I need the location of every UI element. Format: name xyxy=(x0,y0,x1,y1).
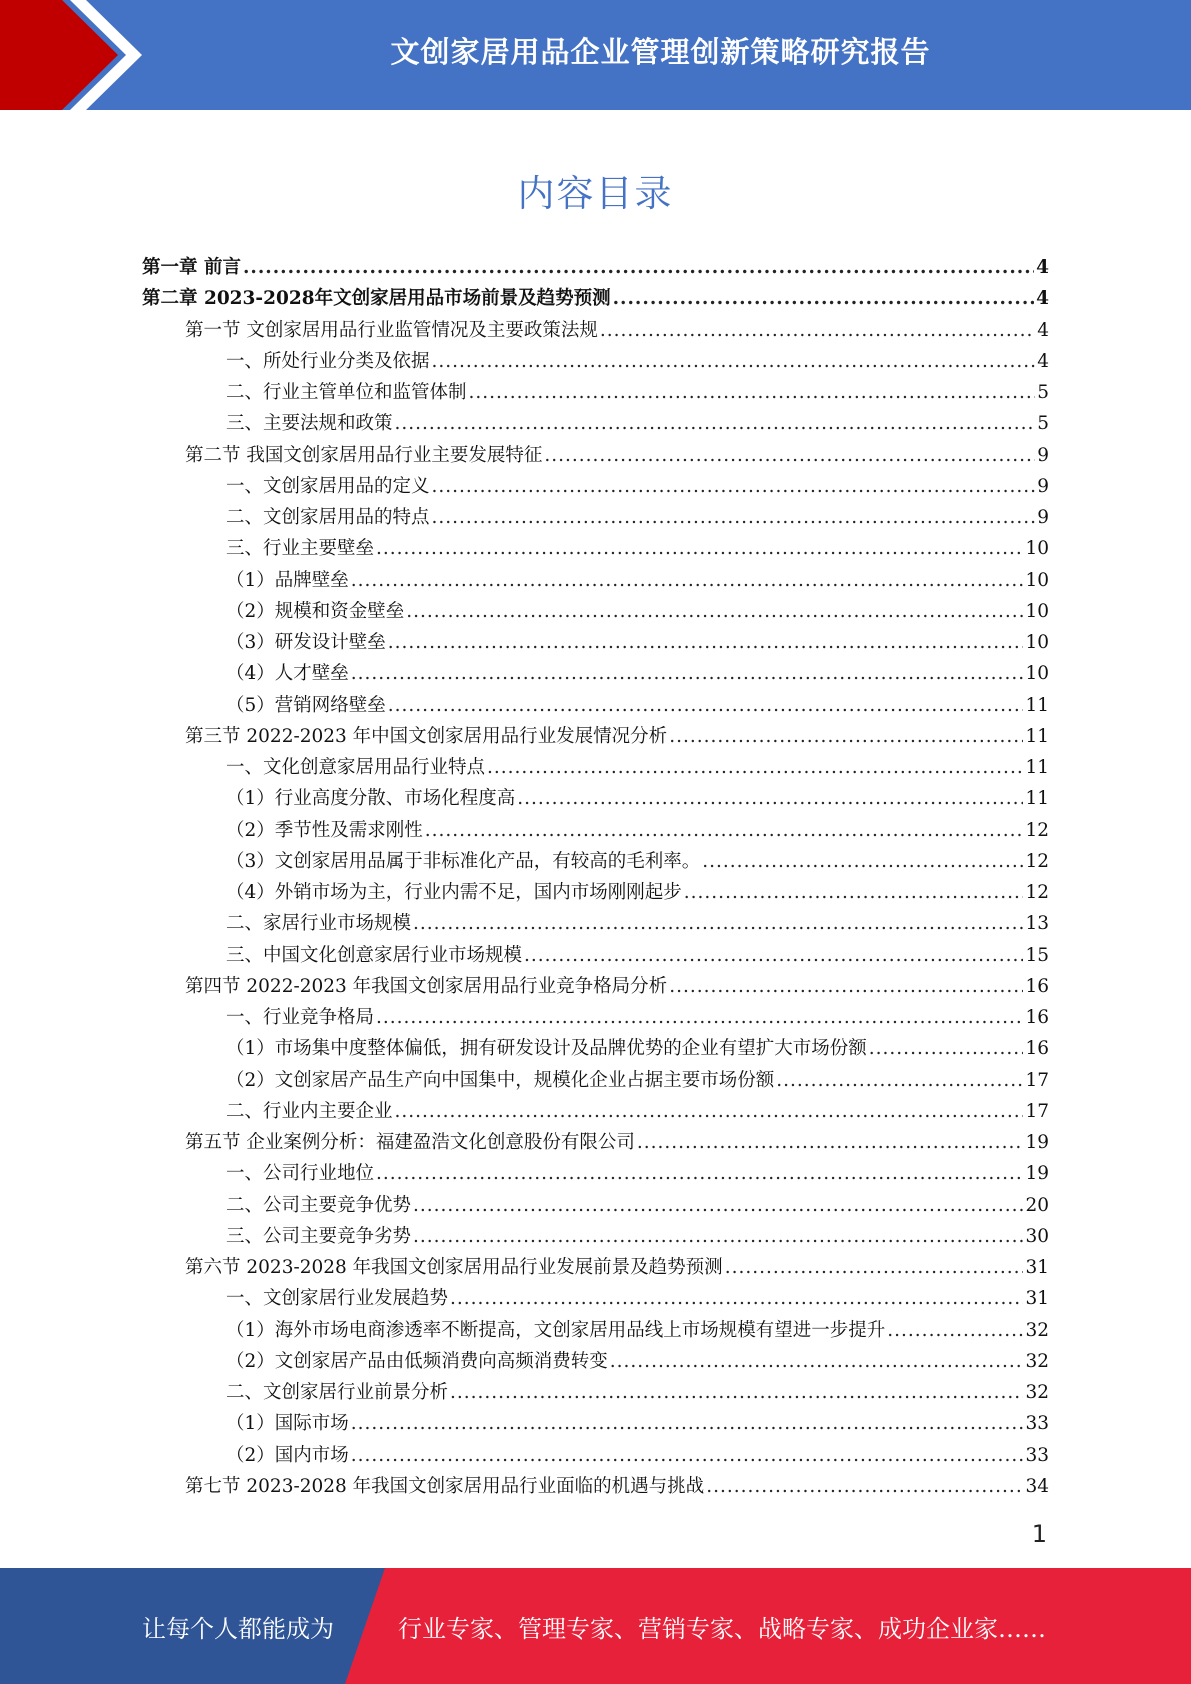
toc-dot-leader xyxy=(776,1065,1023,1096)
toc-entry-title: 一、文化创意家居用品行业特点 xyxy=(226,757,486,778)
toc-entry[interactable] xyxy=(142,283,1049,314)
toc-entry[interactable] xyxy=(142,596,1049,627)
report-title: 文创家居用品企业管理创新策略研究报告 xyxy=(390,34,931,69)
toc-entry-title: 第五节 企业案例分析：福建盈浩文化创意股份有限公司 xyxy=(185,1132,635,1153)
footer-slogan-left: 让每个人都能成为 xyxy=(142,1614,334,1643)
toc-entry-title: 一、文创家居行业发展趋势 xyxy=(226,1288,449,1310)
page-number: 1 xyxy=(1031,1520,1047,1548)
page-footer xyxy=(0,1568,1191,1684)
toc-entry-page: 34 xyxy=(1025,1475,1049,1497)
toc-entry-page: 33 xyxy=(1025,1413,1049,1435)
toc-dot-leader xyxy=(376,533,1023,564)
toc-entry-title: 第二节 我国文创家居用品行业主要发展特征 xyxy=(185,444,543,466)
toc-entry-page: 17 xyxy=(1025,1100,1049,1122)
toc-dot-leader xyxy=(388,627,1024,658)
toc-entry[interactable] xyxy=(142,1190,1049,1221)
toc-entry-page: 12 xyxy=(1025,819,1049,841)
toc-entry[interactable] xyxy=(142,940,1049,971)
toc-entry[interactable] xyxy=(142,1283,1049,1314)
toc-entry[interactable] xyxy=(142,690,1049,721)
toc-entry-title: 第六节 2023-2028 年我国文创家居用品行业发展前景及趋势预测 xyxy=(185,1257,723,1278)
toc-entry[interactable] xyxy=(142,1158,1049,1189)
toc-entry[interactable] xyxy=(142,908,1049,939)
toc-entry[interactable] xyxy=(142,877,1049,908)
toc-dot-leader xyxy=(376,1158,1023,1189)
toc-entry-page: 32 xyxy=(1025,1350,1049,1372)
toc-dot-leader xyxy=(450,1283,1023,1314)
toc-entry-page: 9 xyxy=(1037,444,1049,466)
toc-entry[interactable] xyxy=(142,658,1049,689)
toc-entry-page: 10 xyxy=(1025,569,1049,591)
toc-entry-title: 第七节 2023-2028 年我国文创家居用品行业面临的机遇与挑战 xyxy=(185,1475,705,1497)
toc-dot-leader xyxy=(388,690,1024,721)
toc-entry-page: 10 xyxy=(1025,600,1049,622)
toc-dot-leader xyxy=(887,1315,1023,1346)
toc-entry-title: 第一节 文创家居用品行业监管情况及主要政策法规 xyxy=(185,319,598,341)
toc-entry[interactable] xyxy=(142,346,1049,377)
toc-entry[interactable] xyxy=(142,1408,1049,1439)
toc-entry-page: 9 xyxy=(1037,507,1049,528)
toc-dot-leader xyxy=(432,346,1036,377)
toc-entry-title: 第二章 2023-2028年文创家居用品市场前景及趋势预测 xyxy=(142,288,611,310)
toc-entry[interactable] xyxy=(142,971,1049,1002)
toc-entry[interactable] xyxy=(142,1346,1049,1377)
toc-entry-title: （1）海外市场电商渗透率不断提高，文创家居用品线上市场规模有望进一步提升 xyxy=(226,1319,886,1341)
toc-entry[interactable] xyxy=(142,440,1049,471)
toc-dot-leader xyxy=(450,1377,1023,1408)
toc-entry[interactable] xyxy=(142,1002,1049,1033)
toc-entry-page: 31 xyxy=(1025,1288,1049,1310)
toc-entry-title: 二、行业内主要企业 xyxy=(226,1100,393,1122)
page-header xyxy=(0,0,1191,110)
toc-dot-leader xyxy=(613,283,1035,314)
toc-entry[interactable] xyxy=(142,627,1049,658)
toc-entry-title: （2）规模和资金壁垒 xyxy=(226,600,405,622)
toc-entry-title: 三、中国文化创意家居行业市场规模 xyxy=(226,944,523,966)
toc-entry-title: （2）国内市场 xyxy=(226,1444,349,1466)
toc-entry[interactable] xyxy=(142,315,1049,346)
toc-dot-leader xyxy=(406,596,1023,627)
toc-dot-leader xyxy=(637,1127,1024,1158)
toc-entry-page: 17 xyxy=(1025,1069,1049,1091)
toc-dot-leader xyxy=(600,315,1035,346)
toc-dot-leader xyxy=(469,377,1036,408)
toc-dot-leader xyxy=(376,1002,1023,1033)
toc-dot-leader xyxy=(432,471,1036,502)
footer-slogan-right: 行业专家、管理专家、营销专家、战略专家、成功企业家…… xyxy=(398,1614,1046,1643)
toc-entry-title: 二、文创家居行业前景分析 xyxy=(226,1382,449,1403)
toc-dot-leader xyxy=(669,971,1023,1002)
toc-dot-leader xyxy=(395,1096,1024,1127)
toc-dot-leader xyxy=(544,440,1035,471)
toc-entry[interactable] xyxy=(142,408,1049,439)
toc-entry[interactable] xyxy=(142,1471,1049,1502)
toc-entry-page: 30 xyxy=(1025,1225,1049,1247)
toc-entry-page: 13 xyxy=(1025,913,1049,935)
toc-dot-leader xyxy=(395,408,1036,439)
toc-entry[interactable] xyxy=(142,815,1049,846)
toc-entry-page: 4 xyxy=(1036,288,1049,310)
toc-entry[interactable] xyxy=(142,1096,1049,1127)
toc-entry[interactable] xyxy=(142,783,1049,814)
header-chevron-decoration xyxy=(0,0,150,110)
toc-entry-title: 三、主要法规和政策 xyxy=(226,413,393,435)
toc-dot-leader xyxy=(351,1408,1024,1439)
toc-entry-title: 二、家居行业市场规模 xyxy=(226,913,412,935)
toc-entry-page: 19 xyxy=(1025,1163,1049,1185)
toc-entry[interactable] xyxy=(142,1252,1049,1283)
toc-entry-title: 二、文创家居用品的特点 xyxy=(226,507,430,528)
toc-entry-page: 11 xyxy=(1025,788,1049,810)
toc-entry-title: 二、行业主管单位和监管体制 xyxy=(226,382,467,403)
toc-entry-page: 19 xyxy=(1025,1132,1049,1153)
toc-dot-leader xyxy=(413,1190,1023,1221)
toc-entry-page: 33 xyxy=(1025,1444,1049,1466)
toc-entry-title: （3）文创家居用品属于非标准化产品，有较高的毛利率。 xyxy=(226,850,701,872)
toc-entry-page: 32 xyxy=(1025,1382,1049,1403)
toc-entry[interactable] xyxy=(142,533,1049,564)
toc-entry[interactable] xyxy=(142,1377,1049,1408)
toc-entry[interactable] xyxy=(142,565,1049,596)
toc-entry-page: 31 xyxy=(1025,1257,1049,1278)
toc-entry-page: 4 xyxy=(1037,350,1049,372)
toc-entry-page: 9 xyxy=(1037,475,1049,497)
toc-entry[interactable] xyxy=(142,252,1049,283)
toc-entry-page: 16 xyxy=(1025,975,1049,997)
toc-entry-title: 三、行业主要壁垒 xyxy=(226,538,375,560)
toc-entry-title: （2）文创家居产品生产向中国集中，规模化企业占据主要市场份额 xyxy=(226,1069,775,1091)
toc-entry-page: 10 xyxy=(1025,663,1049,685)
toc-entry-title: （1）品牌壁垒 xyxy=(226,569,349,591)
toc-entry[interactable] xyxy=(142,1440,1049,1471)
toc-entry-title: （5）营销网络壁垒 xyxy=(226,694,386,716)
toc-entry-page: 4 xyxy=(1037,319,1049,341)
toc-entry-title: （3）研发设计壁垒 xyxy=(226,632,386,653)
toc-dot-leader xyxy=(351,658,1024,689)
toc-entry-page: 10 xyxy=(1025,632,1049,653)
toc-entry-title: 一、公司行业地位 xyxy=(226,1163,375,1185)
toc-dot-leader xyxy=(524,940,1023,971)
toc-dot-leader xyxy=(725,1252,1024,1283)
toc-dot-leader xyxy=(351,1440,1024,1471)
toc-entry-title: （2）文创家居产品由低频消费向高频消费转变 xyxy=(226,1350,608,1372)
toc-entry-title: 第四节 2022-2023 年我国文创家居用品行业竞争格局分析 xyxy=(185,975,668,997)
toc-entry-page: 15 xyxy=(1025,944,1049,966)
toc-entry[interactable] xyxy=(142,846,1049,877)
toc-entry-page: 12 xyxy=(1025,850,1049,872)
toc-entry-page: 10 xyxy=(1025,538,1049,560)
toc-heading: 内容目录 xyxy=(517,172,674,215)
toc-entry-page: 12 xyxy=(1025,882,1049,903)
toc-entry[interactable] xyxy=(142,1221,1049,1252)
toc-entry-page: 4 xyxy=(1036,257,1049,278)
toc-entry-page: 5 xyxy=(1037,382,1049,403)
toc-dot-leader xyxy=(869,1033,1024,1064)
toc-entry-title: 第一章 前言 xyxy=(142,257,241,278)
toc-entry-title: （1）国际市场 xyxy=(226,1413,349,1435)
toc-dot-leader xyxy=(517,783,1023,814)
toc-dot-leader xyxy=(351,565,1024,596)
toc-entry-title: （2）季节性及需求刚性 xyxy=(226,819,423,841)
toc-entry[interactable] xyxy=(142,471,1049,502)
toc-entry[interactable] xyxy=(142,502,1049,533)
toc-entry-title: （4）外销市场为主，行业内需不足，国内市场刚刚起步 xyxy=(226,882,682,903)
toc-entry-page: 11 xyxy=(1025,694,1049,716)
toc-dot-leader xyxy=(425,815,1024,846)
toc-entry[interactable] xyxy=(142,1127,1049,1158)
toc-entry-page: 32 xyxy=(1025,1319,1049,1341)
toc-dot-leader xyxy=(706,1471,1023,1502)
toc-entry-page: 16 xyxy=(1025,1007,1049,1028)
toc-dot-leader xyxy=(684,877,1024,908)
toc-dot-leader xyxy=(432,502,1036,533)
toc-entry-page: 16 xyxy=(1025,1038,1049,1060)
toc-dot-leader xyxy=(487,752,1023,783)
toc-entry[interactable] xyxy=(142,1315,1049,1346)
toc-entry[interactable] xyxy=(142,1033,1049,1064)
toc-entry[interactable] xyxy=(142,721,1049,752)
toc-entry-page: 11 xyxy=(1025,757,1049,778)
toc-dot-leader xyxy=(413,908,1023,939)
toc-entry-title: 一、文创家居用品的定义 xyxy=(226,475,430,497)
toc-dot-leader xyxy=(702,846,1023,877)
toc-entry[interactable] xyxy=(142,752,1049,783)
toc-entry-page: 11 xyxy=(1025,725,1049,747)
toc-dot-leader xyxy=(413,1221,1023,1252)
toc-entry-title: （1）市场集中度整体偏低，拥有研发设计及品牌优势的企业有望扩大市场份额 xyxy=(226,1038,867,1060)
table-of-contents xyxy=(142,252,1049,1502)
toc-entry-page: 20 xyxy=(1025,1194,1049,1216)
toc-entry-page: 5 xyxy=(1037,413,1049,435)
toc-entry-title: 二、公司主要竞争优势 xyxy=(226,1194,412,1216)
toc-entry-title: 第三节 2022-2023 年中国文创家居用品行业发展情况分析 xyxy=(185,725,668,747)
toc-entry[interactable] xyxy=(142,1065,1049,1096)
toc-dot-leader xyxy=(610,1346,1024,1377)
toc-entry[interactable] xyxy=(142,377,1049,408)
toc-entry-title: （1）行业高度分散、市场化程度高 xyxy=(226,788,516,810)
toc-dot-leader xyxy=(669,721,1023,752)
toc-entry-title: （4）人才壁垒 xyxy=(226,663,349,685)
toc-dot-leader xyxy=(243,252,1034,283)
toc-entry-title: 一、所处行业分类及依据 xyxy=(226,350,430,372)
toc-entry-title: 一、行业竞争格局 xyxy=(226,1007,375,1028)
toc-entry-title: 三、公司主要竞争劣势 xyxy=(226,1225,412,1247)
